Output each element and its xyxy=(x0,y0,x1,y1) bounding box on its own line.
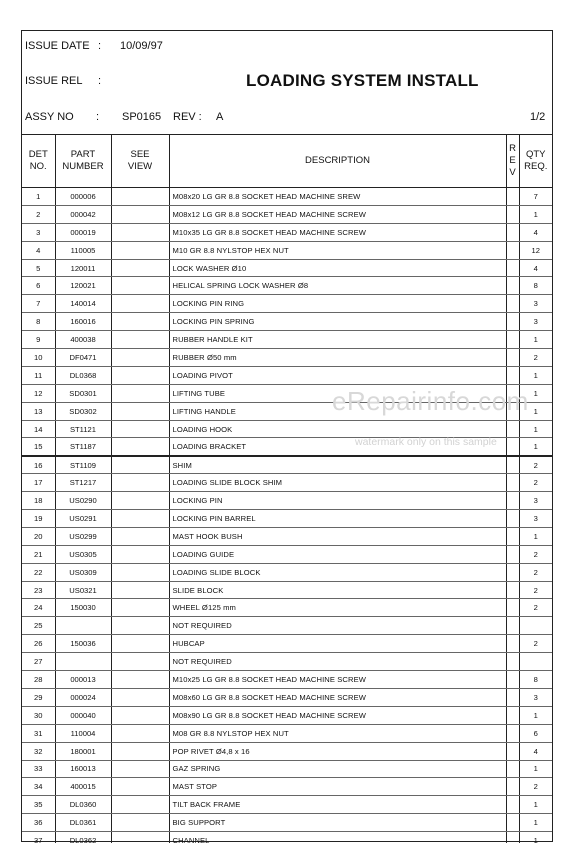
det-no-cell: 16 xyxy=(22,456,55,474)
table-row xyxy=(22,688,552,706)
rev-cell xyxy=(506,742,519,760)
qty-cell: 3 xyxy=(519,510,552,528)
see-view-cell xyxy=(111,188,169,206)
table-row xyxy=(22,492,552,510)
det-no-cell: 37 xyxy=(22,832,55,843)
part-number-cell: 400015 xyxy=(55,778,111,796)
qty-cell: 2 xyxy=(519,456,552,474)
det-no-cell: 21 xyxy=(22,545,55,563)
description-cell: NOT REQUIRED xyxy=(169,653,506,671)
table-row xyxy=(22,599,552,617)
det-no-cell: 36 xyxy=(22,814,55,832)
see-view-cell xyxy=(111,796,169,814)
qty-cell: 7 xyxy=(519,188,552,206)
description-cell: M08x60 LG GR 8.8 SOCKET HEAD MACHINE SCREW xyxy=(169,688,506,706)
rev-cell xyxy=(506,671,519,689)
see-view-cell xyxy=(111,205,169,223)
part-number-cell: 000040 xyxy=(55,706,111,724)
det-no-cell: 29 xyxy=(22,688,55,706)
see-view-cell xyxy=(111,778,169,796)
det-no-header: DET NO. xyxy=(22,135,55,188)
parts-table xyxy=(22,134,552,843)
part-number-cell: US0305 xyxy=(55,545,111,563)
description-cell: LOADING HOOK xyxy=(169,420,506,438)
rev-cell xyxy=(506,635,519,653)
part-number-header: PART NUMBER xyxy=(55,135,111,188)
part-number-cell: ST1109 xyxy=(55,456,111,474)
description-cell: HUBCAP xyxy=(169,635,506,653)
table-row xyxy=(22,635,552,653)
table-row xyxy=(22,563,552,581)
det-no-cell: 10 xyxy=(22,349,55,367)
part-number-cell xyxy=(55,653,111,671)
see-view-cell xyxy=(111,742,169,760)
det-no-cell: 18 xyxy=(22,492,55,510)
rev-cell xyxy=(506,313,519,331)
det-no-cell: 2 xyxy=(22,205,55,223)
description-cell: RUBBER HANDLE KIT xyxy=(169,331,506,349)
rev-cell xyxy=(506,456,519,474)
see-view-cell xyxy=(111,259,169,277)
see-view-cell xyxy=(111,653,169,671)
see-view-cell xyxy=(111,349,169,367)
det-no-cell: 24 xyxy=(22,599,55,617)
part-number-cell: 110005 xyxy=(55,241,111,259)
rev-cell xyxy=(506,474,519,492)
det-no-cell: 27 xyxy=(22,653,55,671)
part-number-cell: US0290 xyxy=(55,492,111,510)
det-no-cell: 6 xyxy=(22,277,55,295)
see-view-cell xyxy=(111,366,169,384)
qty-cell: 2 xyxy=(519,778,552,796)
description-cell: BIG SUPPORT xyxy=(169,814,506,832)
det-no-cell: 26 xyxy=(22,635,55,653)
description-cell: HELICAL SPRING LOCK WASHER Ø8 xyxy=(169,277,506,295)
part-number-cell: US0299 xyxy=(55,527,111,545)
rev-cell xyxy=(506,420,519,438)
det-no-cell: 22 xyxy=(22,563,55,581)
det-no-cell: 19 xyxy=(22,510,55,528)
rev-cell xyxy=(506,205,519,223)
qty-cell: 6 xyxy=(519,724,552,742)
rev-cell xyxy=(506,259,519,277)
part-number-cell: 180001 xyxy=(55,742,111,760)
det-no-cell: 14 xyxy=(22,420,55,438)
qty-req-header: QTY REQ. xyxy=(519,135,552,188)
part-number-cell: ST1187 xyxy=(55,438,111,456)
description-cell: M08x20 LG GR 8.8 SOCKET HEAD MACHINE SREW xyxy=(169,188,506,206)
qty-cell: 4 xyxy=(519,742,552,760)
description-cell: CHANNEL xyxy=(169,832,506,843)
see-view-cell xyxy=(111,420,169,438)
description-cell: LOCKING PIN RING xyxy=(169,295,506,313)
watermark-text: eRepairinfo.com xyxy=(332,386,529,416)
part-number-cell: DL0360 xyxy=(55,796,111,814)
rev-cell xyxy=(506,581,519,599)
description-cell: LOADING BRACKET xyxy=(169,438,506,456)
det-no-cell: 3 xyxy=(22,223,55,241)
qty-cell: 2 xyxy=(519,599,552,617)
qty-cell: 2 xyxy=(519,635,552,653)
part-number-cell: US0309 xyxy=(55,563,111,581)
part-number-cell: 160016 xyxy=(55,313,111,331)
table-row xyxy=(22,814,552,832)
description-cell: LOADING SLIDE BLOCK SHIM xyxy=(169,474,506,492)
qty-cell: 1 xyxy=(519,527,552,545)
det-no-cell: 33 xyxy=(22,760,55,778)
description-cell: POP RIVET Ø4,8 x 16 xyxy=(169,742,506,760)
part-number-cell: 140014 xyxy=(55,295,111,313)
see-view-cell xyxy=(111,581,169,599)
rev-cell xyxy=(506,617,519,635)
part-number-cell: US0291 xyxy=(55,510,111,528)
table-row xyxy=(22,545,552,563)
part-number-cell: SD0301 xyxy=(55,384,111,402)
det-no-cell: 23 xyxy=(22,581,55,599)
description-cell: LOADING SLIDE BLOCK xyxy=(169,563,506,581)
det-no-cell: 12 xyxy=(22,384,55,402)
part-number-cell: 120011 xyxy=(55,259,111,277)
qty-cell: 2 xyxy=(519,349,552,367)
part-number-cell: DL0362 xyxy=(55,832,111,843)
det-no-cell: 5 xyxy=(22,259,55,277)
qty-cell: 2 xyxy=(519,581,552,599)
rev-header: R E V xyxy=(506,135,519,188)
see-view-cell xyxy=(111,688,169,706)
rev-cell xyxy=(506,724,519,742)
description-cell: GAZ SPRING xyxy=(169,760,506,778)
table-row xyxy=(22,205,552,223)
table-row xyxy=(22,259,552,277)
qty-cell: 1 xyxy=(519,706,552,724)
qty-cell: 4 xyxy=(519,223,552,241)
part-number-cell: DF0471 xyxy=(55,349,111,367)
description-cell: MAST HOOK BUSH xyxy=(169,527,506,545)
rev-cell xyxy=(506,760,519,778)
see-view-cell xyxy=(111,599,169,617)
table-row xyxy=(22,510,552,528)
part-number-cell: 110004 xyxy=(55,724,111,742)
description-cell: M10x25 LG GR 8.8 SOCKET HEAD MACHINE SCREW xyxy=(169,671,506,689)
table-row xyxy=(22,760,552,778)
qty-cell: 3 xyxy=(519,688,552,706)
see-view-cell xyxy=(111,527,169,545)
description-cell: M10 GR 8.8 NYLSTOP HEX NUT xyxy=(169,241,506,259)
description-cell: LIFTING HANDLE xyxy=(169,402,506,420)
description-cell: SHIM xyxy=(169,456,506,474)
rev-cell xyxy=(506,527,519,545)
part-number-cell: 160013 xyxy=(55,760,111,778)
table-row xyxy=(22,832,552,843)
qty-cell: 1 xyxy=(519,205,552,223)
part-number-cell: 120021 xyxy=(55,277,111,295)
det-no-cell: 35 xyxy=(22,796,55,814)
qty-cell: 2 xyxy=(519,545,552,563)
part-number-cell: ST1121 xyxy=(55,420,111,438)
qty-cell xyxy=(519,617,552,635)
qty-cell: 1 xyxy=(519,366,552,384)
det-no-cell: 28 xyxy=(22,671,55,689)
det-no-cell: 4 xyxy=(22,241,55,259)
table-row xyxy=(22,474,552,492)
qty-cell: 1 xyxy=(519,420,552,438)
table-row xyxy=(22,617,552,635)
det-no-cell: 31 xyxy=(22,724,55,742)
see-view-cell xyxy=(111,832,169,843)
issue-date-label: ISSUE DATE xyxy=(25,40,90,52)
rev-cell xyxy=(506,563,519,581)
assy-no-label: ASSY NO xyxy=(25,111,74,123)
qty-cell: 4 xyxy=(519,259,552,277)
see-view-cell xyxy=(111,277,169,295)
description-cell: MAST STOP xyxy=(169,778,506,796)
description-cell: LOCKING PIN SPRING xyxy=(169,313,506,331)
see-view-cell xyxy=(111,474,169,492)
qty-cell: 12 xyxy=(519,241,552,259)
see-view-cell xyxy=(111,563,169,581)
table-row xyxy=(22,527,552,545)
table-row xyxy=(22,295,552,313)
part-number-cell: 150036 xyxy=(55,635,111,653)
det-no-cell: 13 xyxy=(22,402,55,420)
issue-date-separator: : xyxy=(98,40,102,52)
rev-cell xyxy=(506,438,519,456)
issue-rel-label: ISSUE REL xyxy=(25,75,83,87)
rev-cell xyxy=(506,545,519,563)
rev-cell xyxy=(506,706,519,724)
see-view-cell xyxy=(111,313,169,331)
see-view-cell xyxy=(111,456,169,474)
description-cell: LOCKING PIN xyxy=(169,492,506,510)
see-view-cell xyxy=(111,510,169,528)
description-cell: LOADING GUIDE xyxy=(169,545,506,563)
rev-value: A xyxy=(216,111,224,123)
qty-cell: 1 xyxy=(519,760,552,778)
rev-cell xyxy=(506,223,519,241)
det-no-cell: 8 xyxy=(22,313,55,331)
see-view-cell xyxy=(111,545,169,563)
rev-cell xyxy=(506,331,519,349)
part-number-cell: 000006 xyxy=(55,188,111,206)
table-row xyxy=(22,742,552,760)
part-number-cell: US0321 xyxy=(55,581,111,599)
table-row xyxy=(22,456,552,474)
rev-cell xyxy=(506,796,519,814)
table-row xyxy=(22,349,552,367)
det-no-cell: 9 xyxy=(22,331,55,349)
det-no-cell: 30 xyxy=(22,706,55,724)
rev-cell xyxy=(506,599,519,617)
qty-cell: 1 xyxy=(519,331,552,349)
table-row xyxy=(22,724,552,742)
see-view-cell xyxy=(111,706,169,724)
see-view-cell xyxy=(111,241,169,259)
qty-cell: 8 xyxy=(519,277,552,295)
rev-label: REV : xyxy=(173,111,202,123)
det-no-cell: 1 xyxy=(22,188,55,206)
assy-no-separator: : xyxy=(96,111,100,123)
qty-cell: 3 xyxy=(519,295,552,313)
table-row xyxy=(22,653,552,671)
qty-cell: 1 xyxy=(519,814,552,832)
part-number-cell: DL0361 xyxy=(55,814,111,832)
description-cell: NOT REQUIRED xyxy=(169,617,506,635)
rev-cell xyxy=(506,492,519,510)
rev-cell xyxy=(506,241,519,259)
qty-cell: 2 xyxy=(519,563,552,581)
document-title: LOADING SYSTEM INSTALL xyxy=(246,71,479,90)
description-cell: LOCKING PIN BARREL xyxy=(169,510,506,528)
table-row xyxy=(22,223,552,241)
see-view-cell xyxy=(111,760,169,778)
table-row xyxy=(22,313,552,331)
table-row xyxy=(22,241,552,259)
see-view-header: SEE VIEW xyxy=(111,135,169,188)
description-cell: RUBBER Ø50 mm xyxy=(169,349,506,367)
part-number-cell xyxy=(55,617,111,635)
description-cell: TILT BACK FRAME xyxy=(169,796,506,814)
rev-cell xyxy=(506,778,519,796)
det-no-cell: 15 xyxy=(22,438,55,456)
description-cell: LOCK WASHER Ø10 xyxy=(169,259,506,277)
see-view-cell xyxy=(111,635,169,653)
see-view-cell xyxy=(111,402,169,420)
part-number-cell: 000019 xyxy=(55,223,111,241)
det-no-cell: 20 xyxy=(22,527,55,545)
rev-cell xyxy=(506,366,519,384)
qty-cell: 1 xyxy=(519,438,552,456)
see-view-cell xyxy=(111,671,169,689)
see-view-cell xyxy=(111,492,169,510)
qty-cell: 3 xyxy=(519,492,552,510)
description-cell: M08 GR 8.8 NYLSTOP HEX NUT xyxy=(169,724,506,742)
part-number-cell: SD0302 xyxy=(55,402,111,420)
see-view-cell xyxy=(111,617,169,635)
qty-cell: 1 xyxy=(519,384,552,402)
see-view-cell xyxy=(111,384,169,402)
det-no-cell: 25 xyxy=(22,617,55,635)
table-row xyxy=(22,277,552,295)
det-no-cell: 34 xyxy=(22,778,55,796)
rev-cell xyxy=(506,349,519,367)
part-number-cell: 000042 xyxy=(55,205,111,223)
rev-cell xyxy=(506,277,519,295)
qty-cell: 3 xyxy=(519,313,552,331)
description-cell: SLIDE BLOCK xyxy=(169,581,506,599)
part-number-cell: DL0368 xyxy=(55,366,111,384)
assy-no-value: SP0165 xyxy=(122,111,162,123)
rev-cell xyxy=(506,688,519,706)
qty-cell: 2 xyxy=(519,474,552,492)
table-row xyxy=(22,706,552,724)
table-header-row xyxy=(22,135,552,188)
table-row xyxy=(22,581,552,599)
page-number: 1/2 xyxy=(530,111,546,123)
part-number-cell: 000013 xyxy=(55,671,111,689)
description-header: DESCRIPTION xyxy=(169,135,506,188)
see-view-cell xyxy=(111,814,169,832)
qty-cell: 1 xyxy=(519,402,552,420)
description-cell: M08x12 LG GR 8.8 SOCKET HEAD MACHINE SCREW xyxy=(169,205,506,223)
table-row xyxy=(22,671,552,689)
qty-cell: 1 xyxy=(519,832,552,843)
det-no-cell: 32 xyxy=(22,742,55,760)
issue-date-value: 10/09/97 xyxy=(120,40,163,52)
watermark-subtext: watermark only on this sample xyxy=(355,436,497,448)
det-no-cell: 7 xyxy=(22,295,55,313)
rev-cell xyxy=(506,832,519,843)
see-view-cell xyxy=(111,331,169,349)
description-cell: LIFTING TUBE xyxy=(169,384,506,402)
det-no-cell: 17 xyxy=(22,474,55,492)
part-number-cell: 400038 xyxy=(55,331,111,349)
part-number-cell: ST1217 xyxy=(55,474,111,492)
see-view-cell xyxy=(111,724,169,742)
description-cell: M08x90 LG GR 8.8 SOCKET HEAD MACHINE SCREW xyxy=(169,706,506,724)
description-cell: WHEEL Ø125 mm xyxy=(169,599,506,617)
rev-cell xyxy=(506,510,519,528)
table-row xyxy=(22,366,552,384)
issue-rel-separator: : xyxy=(98,75,102,87)
table-row xyxy=(22,778,552,796)
description-cell: LOADING PIVOT xyxy=(169,366,506,384)
see-view-cell xyxy=(111,295,169,313)
part-number-cell: 150030 xyxy=(55,599,111,617)
see-view-cell xyxy=(111,438,169,456)
rev-cell xyxy=(506,814,519,832)
qty-cell: 1 xyxy=(519,796,552,814)
rev-cell xyxy=(506,188,519,206)
table-row xyxy=(22,331,552,349)
table-row xyxy=(22,188,552,206)
description-cell: M10x35 LG GR 8.8 SOCKET HEAD MACHINE SCREW xyxy=(169,223,506,241)
det-no-cell: 11 xyxy=(22,366,55,384)
rev-cell xyxy=(506,653,519,671)
table-row xyxy=(22,796,552,814)
see-view-cell xyxy=(111,223,169,241)
qty-cell xyxy=(519,653,552,671)
qty-cell: 8 xyxy=(519,671,552,689)
part-number-cell: 000024 xyxy=(55,688,111,706)
rev-cell xyxy=(506,295,519,313)
